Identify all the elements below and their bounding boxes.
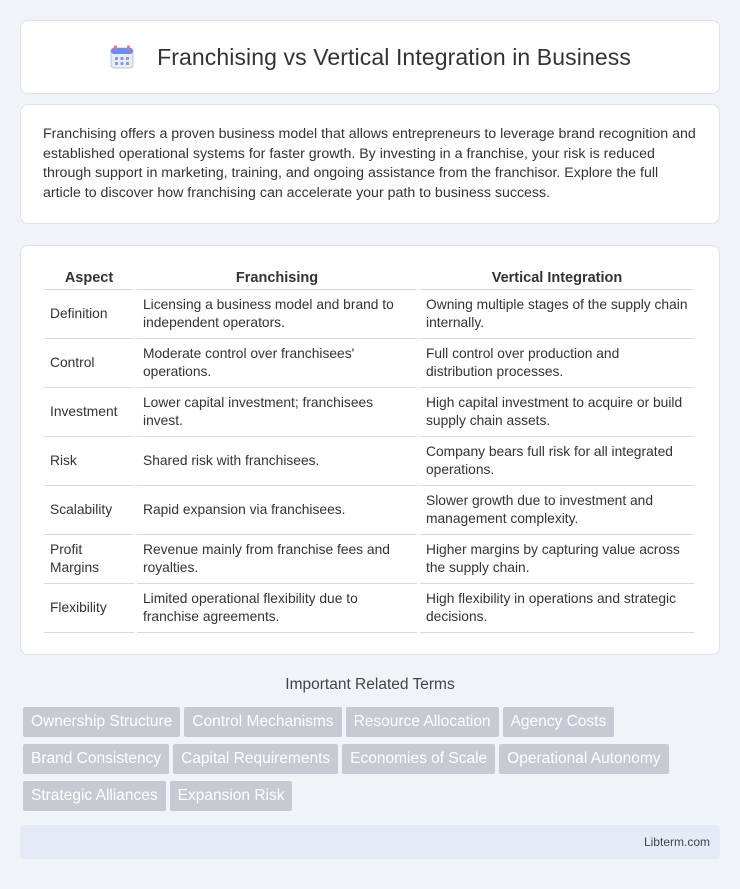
term-tag[interactable]: Agency Costs — [503, 707, 615, 737]
header-franchising: Franchising — [137, 266, 417, 290]
table-row — [44, 437, 694, 486]
related-terms-list — [23, 707, 723, 818]
franchising-cell: Rapid expansion via franchisees. — [137, 486, 417, 535]
comparison-card — [20, 245, 720, 655]
aspect-cell: Investment — [44, 388, 134, 437]
aspect-cell: Scalability — [44, 486, 134, 535]
table-header-row — [44, 266, 694, 290]
term-tag[interactable]: Capital Requirements — [173, 744, 338, 774]
term-tag[interactable]: Brand Consistency — [23, 744, 169, 774]
table-row — [44, 388, 694, 437]
term-tag[interactable]: Control Mechanisms — [184, 707, 341, 737]
franchising-cell: Lower capital investment; franchisees invest. — [137, 388, 417, 437]
vertical-cell: High flexibility in operations and strategic decisions. — [420, 584, 694, 633]
footer — [20, 825, 720, 859]
term-tag[interactable]: Operational Autonomy — [499, 744, 668, 774]
header-aspect: Aspect — [44, 266, 134, 290]
related-terms-title: Important Related Terms — [285, 676, 455, 693]
vertical-cell: Company bears full risk for all integrated operations. — [420, 437, 694, 486]
table-row — [44, 339, 694, 388]
intro-card — [20, 104, 720, 224]
page-title: Franchising vs Vertical Integration in Business — [157, 43, 631, 70]
intro-text: Franchising offers a proven business model that allows entrepreneurs to leverage brand recognition and established operational systems for faster growth. By investing in a franchise, your risk is reduced through support in marketing, training, and ongoing assistance from the franchisor. Explore the full article to discover how franchising can accelerate your path to business success. — [43, 126, 696, 201]
franchising-cell: Limited operational flexibility due to franchise agreements. — [137, 584, 417, 633]
footer-site-link[interactable]: Libterm.com — [643, 835, 710, 849]
term-tag[interactable]: Strategic Alliances — [23, 781, 166, 811]
vertical-cell: High capital investment to acquire or build supply chain assets. — [420, 388, 694, 437]
term-tag[interactable]: Ownership Structure — [23, 707, 180, 737]
header-card — [20, 20, 720, 94]
aspect-cell: Profit Margins — [44, 535, 134, 584]
vertical-cell: Higher margins by capturing value across the supply chain. — [420, 535, 694, 584]
header-vertical-integration: Vertical Integration — [420, 266, 694, 290]
franchising-cell: Licensing a business model and brand to independent operators. — [137, 290, 417, 339]
term-tag[interactable]: Expansion Risk — [170, 781, 293, 811]
term-tag[interactable]: Economies of Scale — [342, 744, 495, 774]
franchising-cell: Moderate control over franchisees' operations. — [137, 339, 417, 388]
vertical-cell: Owning multiple stages of the supply chain internally. — [420, 290, 694, 339]
aspect-cell: Definition — [44, 290, 134, 339]
franchising-cell: Revenue mainly from franchise fees and royalties. — [137, 535, 417, 584]
franchising-cell: Shared risk with franchisees. — [137, 437, 417, 486]
comparison-table — [41, 266, 697, 633]
vertical-cell: Slower growth due to investment and management complexity. — [420, 486, 694, 535]
table-row — [44, 584, 694, 633]
aspect-cell: Control — [44, 339, 134, 388]
vertical-cell: Full control over production and distribution processes. — [420, 339, 694, 388]
table-row — [44, 486, 694, 535]
aspect-cell: Risk — [44, 437, 134, 486]
aspect-cell: Flexibility — [44, 584, 134, 633]
calendar-grid-icon — [109, 44, 135, 70]
table-row — [44, 290, 694, 339]
table-row — [44, 535, 694, 584]
term-tag[interactable]: Resource Allocation — [346, 707, 499, 737]
